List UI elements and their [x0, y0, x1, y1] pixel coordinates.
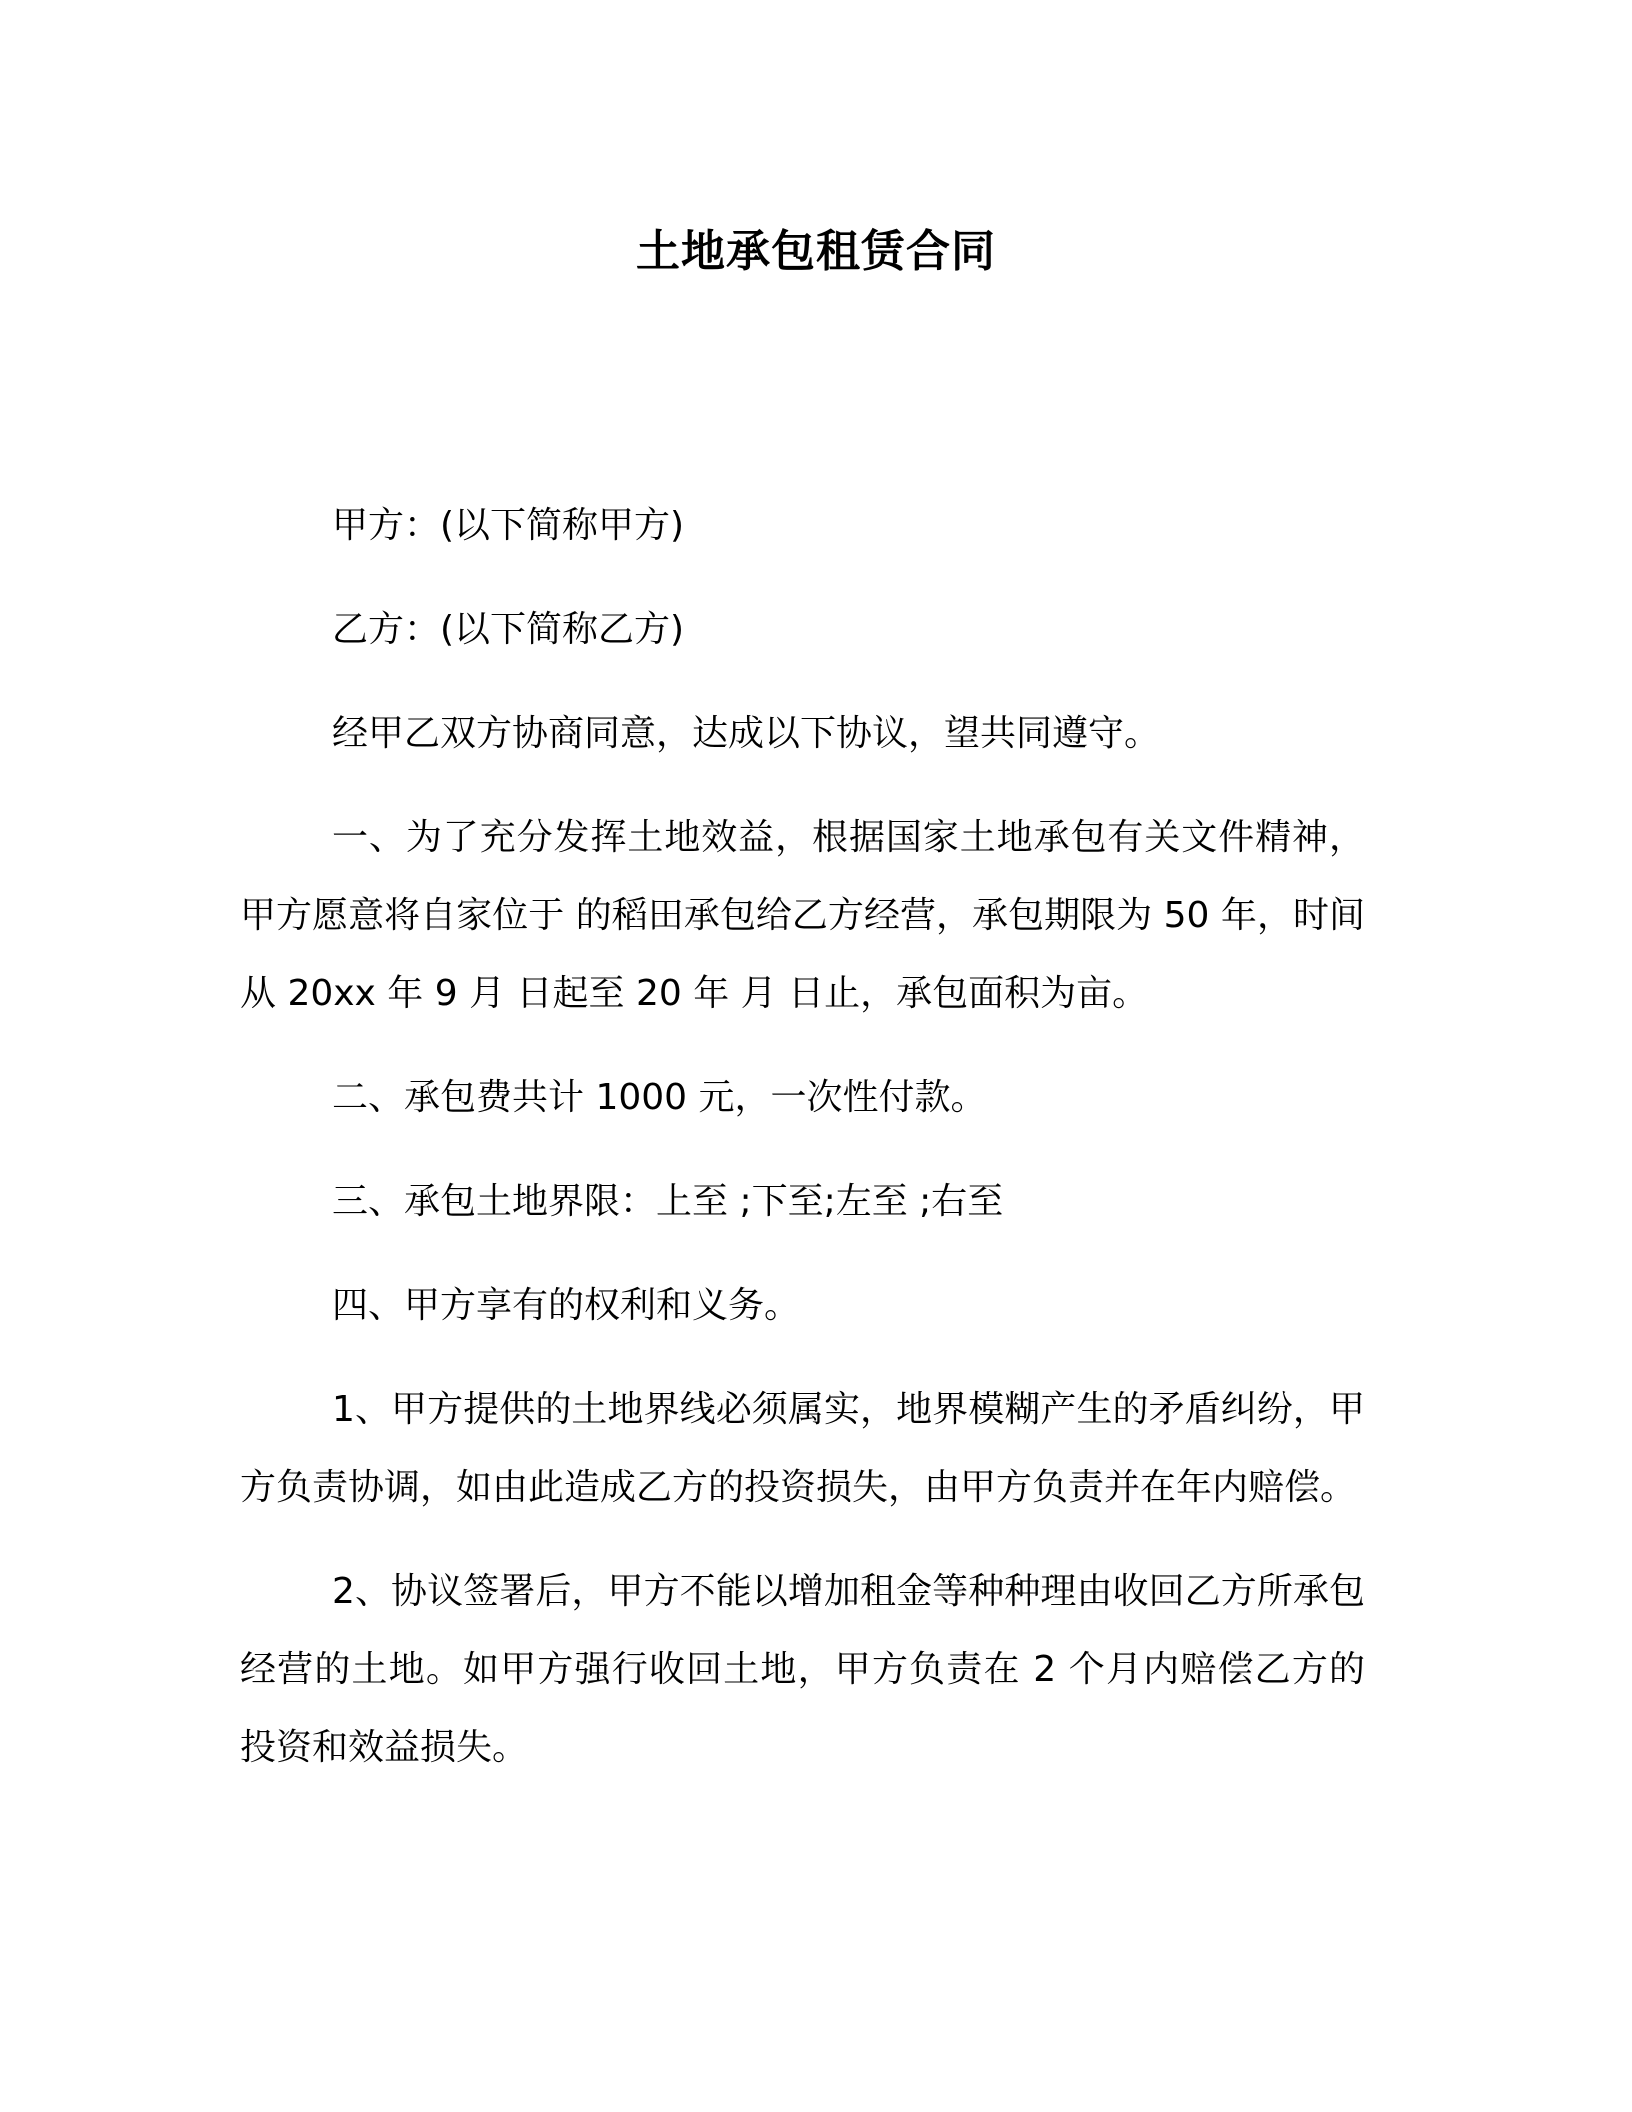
- clause-1: 一、为了充分发挥土地效益，根据国家土地承包有关文件精神，甲方愿意将自家位于 的稻田承包给乙方经营，承包期限为 50 年，时间从 20xx 年 9 月 日起至 20 年 月 日止，承包面积为亩。: [240, 817, 1365, 1014]
- document-body: [240, 487, 1365, 1813]
- clause-4-heading: 四、甲方享有的权利和义务。: [332, 1285, 801, 1326]
- agreement-intro: 经甲乙双方协商同意，达成以下协议，望共同遵守。: [332, 713, 1161, 754]
- clause-4-item-2: 2、协议签署后，甲方不能以增加租金等种种理由收回乙方所承包经营的土地。如甲方强行收回土地，甲方负责在 2 个月内赔偿乙方的投资和效益损失。: [240, 1571, 1365, 1768]
- party-a-line: 甲方：(以下简称甲方): [332, 505, 685, 546]
- party-b-line: 乙方：(以下简称乙方): [332, 609, 685, 650]
- clause-2: 二、承包费共计 1000 元，一次性付款。: [332, 1077, 987, 1118]
- clause-4-item-1: 1、甲方提供的土地界线必须属实，地界模糊产生的矛盾纠纷，甲方负责协调，如由此造成乙方的投资损失，由甲方负责并在年内赔偿。: [240, 1389, 1365, 1508]
- document-title: 土地承包租赁合同: [636, 226, 996, 277]
- clause-3: 三、承包土地界限：上至 ;下至;左至 ;右至: [332, 1181, 1004, 1222]
